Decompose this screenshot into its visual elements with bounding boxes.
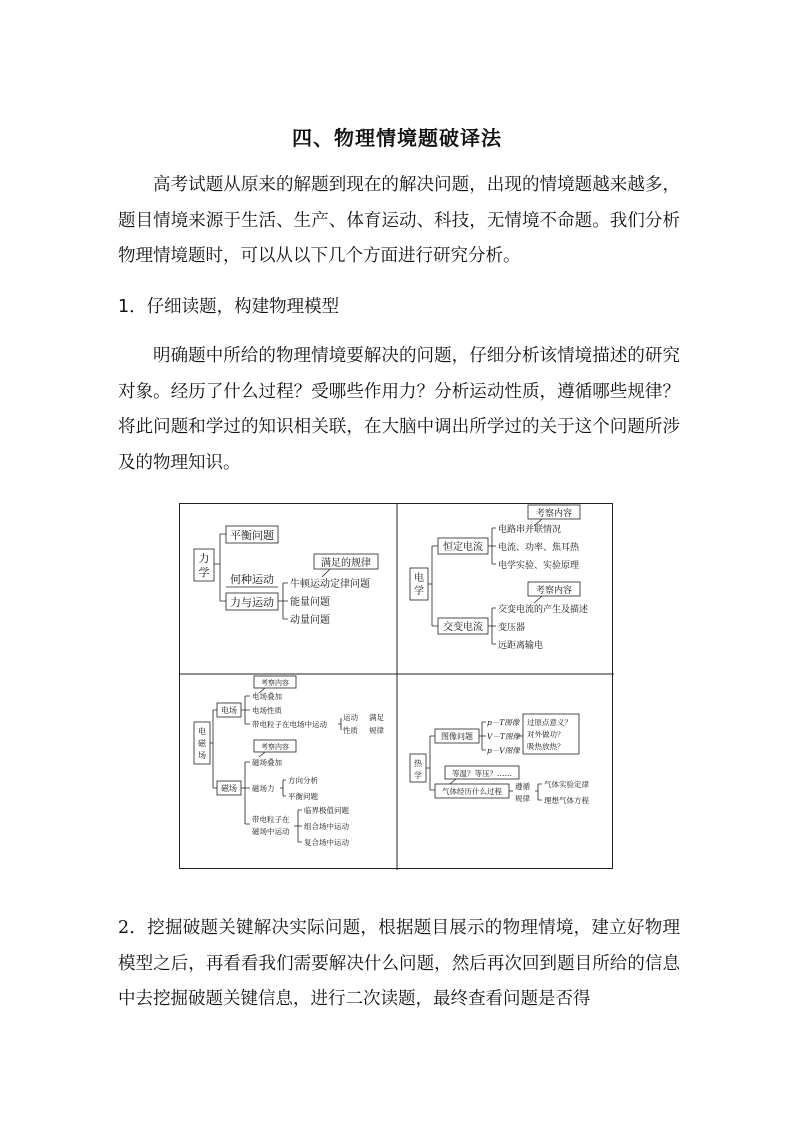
svg-text:学: 学 <box>414 586 424 597</box>
section-1-paragraph: 明确题中所给的物理情境要解决的问题，仔细分析该情境描述的研究对象。经历了什么过程？受哪些作用力？分析运动性质，遵循哪些规律？将此问题和学过的知识相关联，在大脑中调出所学过的关于这个问题所涉及的物理知识。 <box>118 346 680 473</box>
em-superposition: 电场叠加 <box>252 692 282 701</box>
thermo-map <box>410 714 589 805</box>
mechanics-newton: 牛顿运动定律问题 <box>290 579 370 590</box>
em-e-field: 电场 <box>221 706 237 715</box>
em-e-charged: 带电粒子在电场中运动 <box>252 720 327 729</box>
thermo-gas: 气体经历什么过程 <box>442 787 502 796</box>
mechanics-force-motion: 力与运动 <box>230 596 274 609</box>
em-law: 规律 <box>369 726 384 735</box>
mechanics-map <box>194 526 378 626</box>
em-m-force: 磁场力 <box>252 784 275 793</box>
circuits-experiments: 电学实验、实验原理 <box>498 561 580 571</box>
mechanics-which-motion: 何种运动 <box>230 573 274 586</box>
em-motion: 运动 <box>343 713 358 722</box>
thermo-ideal: 理想气体方程 <box>544 796 589 805</box>
circuits-power: 电流、功率、焦耳热 <box>498 543 580 553</box>
thermo-follow: 遵循 <box>515 782 530 791</box>
circuits-transformer: 变压器 <box>498 623 526 633</box>
section-1-heading: 1．仔细读题，构建物理模型 <box>118 297 340 317</box>
circuits-transmission: 远距离输电 <box>498 641 544 651</box>
svg-text:场: 场 <box>198 751 206 760</box>
circuits-ac-generation: 交变电流的产生及描述 <box>498 605 589 615</box>
circuits-examine-2: 考察内容 <box>535 586 573 596</box>
em-nature: 性质 <box>343 726 358 735</box>
circuits-ac: 交变电流 <box>443 622 483 633</box>
section-2-paragraph: 2．挖掘破题关键解决实际问题，根据题目展示的物理情境，建立好物理模型之后，再看看我们需要解决什么问题，然后再次回到题目所给的信息中去挖掘破题关键信息，进行二次读题，最终查看问题是否得 <box>118 918 680 1009</box>
thermo-vt: V－T图像 <box>487 732 520 741</box>
svg-text:电: 电 <box>198 727 206 736</box>
em-m-field: 磁场 <box>221 784 237 793</box>
mechanics-satisfy-law: 满足的规律 <box>321 558 371 569</box>
em-m-superposition: 磁场叠加 <box>252 758 282 767</box>
mechanics-root-label-top: 力 <box>198 552 210 565</box>
knowledge-map-figure <box>179 503 613 869</box>
em-examine-1: 考察内容 <box>261 679 289 687</box>
mechanics-balance: 平衡问题 <box>230 529 274 542</box>
em-m-balance: 平衡问题 <box>288 792 318 801</box>
circuits-examine-1: 考察内容 <box>535 509 573 519</box>
page-title: 四、物理情境题破译法 <box>292 126 502 150</box>
thermo-graph: 图像问题 <box>441 732 473 741</box>
circuits-series-parallel: 电路串并联情况 <box>498 525 562 535</box>
em-m-charged-1: 带电粒子在 <box>252 815 290 824</box>
em-map <box>194 676 384 847</box>
em-m-charged-2: 磁场中运动 <box>252 827 290 836</box>
thermo-gas-exp: 气体实验定律 <box>544 780 589 789</box>
circuits-map <box>410 505 588 651</box>
thermo-iso: 等温？等压？…… <box>452 769 512 778</box>
svg-text:热: 热 <box>414 759 422 768</box>
thermo-pv: p－V图像 <box>487 746 520 755</box>
em-satisfy: 满足 <box>369 713 384 722</box>
thermo-q2: 对外做功？ <box>527 730 565 739</box>
em-e-properties: 电场性质 <box>252 706 282 715</box>
mechanics-energy: 能量问题 <box>290 597 330 608</box>
svg-text:磁: 磁 <box>198 739 206 748</box>
mechanics-root-label-bottom: 学 <box>198 566 210 579</box>
thermo-rules: 规律 <box>515 794 530 803</box>
em-combined: 组合场中运动 <box>304 822 349 831</box>
em-examine-2: 考察内容 <box>261 743 289 751</box>
svg-text:电: 电 <box>414 573 424 584</box>
em-direction: 方向分析 <box>288 776 318 785</box>
svg-text:学: 学 <box>414 771 422 780</box>
thermo-q1: 过原点意义？ <box>527 718 572 727</box>
mechanics-momentum: 动量问题 <box>290 615 330 626</box>
thermo-q3: 吸热放热？ <box>527 742 565 751</box>
em-compound: 复合场中运动 <box>304 838 349 847</box>
circuits-dc: 恒定电流 <box>443 542 483 553</box>
em-critical: 临界极值问题 <box>304 806 349 815</box>
knowledge-map-svg <box>180 504 614 870</box>
intro-paragraph: 高考试题从原来的解题到现在的解决问题，出现的情境题越来越多，题目情境来源于生活、生产、体育运动、科技，无情境不命题。我们分析物理情境题时，可以从以下几个方面进行研究分析。 <box>118 175 680 266</box>
thermo-pt: p－T图像 <box>487 718 520 727</box>
